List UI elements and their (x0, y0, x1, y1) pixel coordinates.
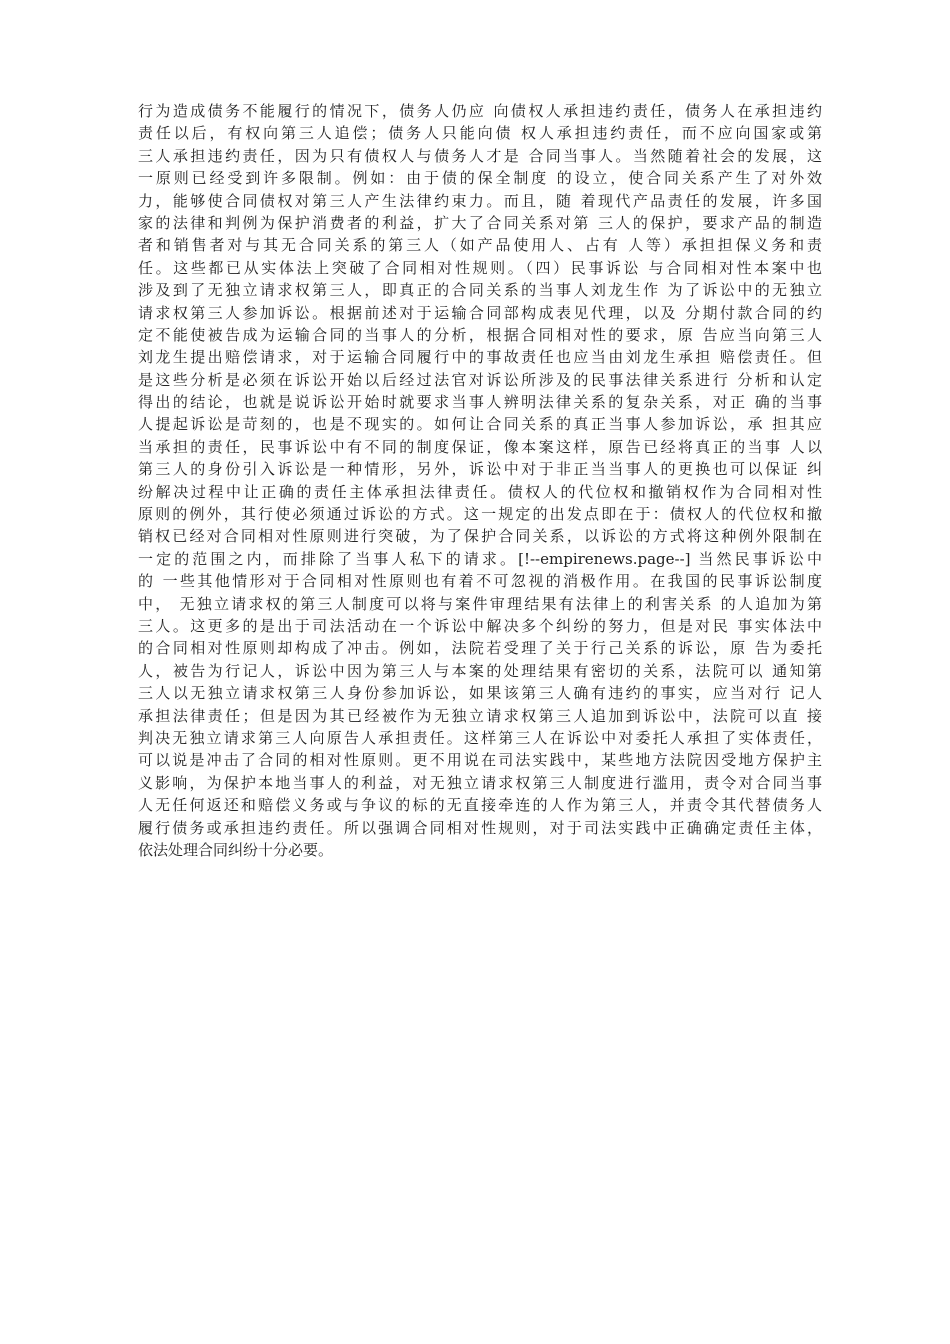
text-line: 三人。这更多的是出于司法活动在一个诉讼中解决多个纠纷的努力，但是对民 事实体法中 (138, 616, 822, 635)
text-line: 可以说是冲击了合同的相对性原则。更不用说在司法实践中，某些地方法院因受地方保护主 (138, 751, 822, 770)
text-line: 家的法律和判例为保护消费者的利益，扩大了合同关系对第 三人的保护，要求产品的制造 (138, 213, 822, 232)
body-paragraph (138, 100, 822, 861)
text-line: 三人以无独立请求权第三人身份参加诉讼，如果该第三人确有违约的事实，应当对行 记人 (138, 684, 822, 703)
text-line: 人无任何返还和赔偿义务或与争议的标的无直接牵连的人作为第三人，并责令其代替债务人 (138, 796, 822, 815)
text-line: 责任以后，有权向第三人追偿；债务人只能向债 权人承担违约责任，而不应向国家或第 (138, 124, 822, 143)
text-line: 力，能够使合同债权对第三人产生法律约束力。而且，随 着现代产品责任的发展，许多国 (138, 191, 822, 210)
text-line: 中， 无独立请求权的第三人制度可以将与案件审理结果有法律上的利害关系 的人追加为第 (138, 594, 822, 613)
text-line: 得出的结论，也就是说诉讼开始时就要求当事人辨明法律关系的复杂关系，对正 确的当事 (138, 393, 822, 412)
text-line: 纷解决过程中让正确的责任主体承担法律责任。债权人的代位权和撤销权作为合同相对性 (138, 482, 822, 501)
text-line: 依法处理合同纠纷十分必要。 (138, 840, 334, 859)
text-line: 的合同相对性原则却构成了冲击。例如，法院若受理了关于行己关系的诉讼，原 告为委托 (138, 639, 822, 658)
text-line: 承担法律责任；但是因为其已经被作为无独立请求权第三人追加到诉讼中，法院可以直 接 (138, 706, 822, 725)
text-line: 任。这些都已从实体法上突破了合同相对性规则。（四）民事诉讼 与合同相对性本案中也 (138, 258, 822, 277)
text-line: 是这些分析是必须在诉讼开始以后经过法官对诉讼所涉及的民事法律关系进行 分析和认定 (138, 370, 822, 389)
text-line: 涉及到了无独立请求权第三人，即真正的合同关系的当事人刘龙生作 为了诉讼中的无独立 (138, 281, 822, 300)
text-line: 原则的例外，其行使必须通过诉讼的方式。这一规定的出发点即在于：债权人的代位权和撤 (138, 505, 822, 524)
text-line: 人，被告为行记人，诉讼中因为第三人与本案的处理结果有密切的关系，法院可以 通知第 (138, 661, 822, 680)
text-line: 请求权第三人参加诉讼。根据前述对于运输合同部构成表见代理，以及 分期付款合同的约 (138, 303, 822, 322)
text-line: 刘龙生提出赔偿请求，对于运输合同履行中的事故责任也应当由刘龙生承担 赔偿责任。但 (138, 348, 822, 367)
text-line: 履行债务或承担违约责任。所以强调合同相对性规则，对于司法实践中正确确定责任主体， (138, 818, 822, 837)
text-line: 第三人的身份引入诉讼是一种情形，另外，诉讼中对于非正当当事人的更换也可以保证 纠 (138, 460, 822, 479)
text-line: 一原则已经受到许多限制。例如：由于债的保全制度 的设立，使合同关系产生了对外效 (138, 169, 822, 188)
text-line: 义影响，为保护本地当事人的利益，对无独立请求权第三人制度进行滥用，责令对合同当事 (138, 773, 822, 792)
text-line: 一定的范围之内，而排除了当事人私下的请求。[!--empirenews.page--] 当然民事诉讼中 (138, 549, 822, 568)
text-line: 三人承担违约责任，因为只有债权人与债务人才是 合同当事人。当然随着社会的发展，这 (138, 146, 822, 165)
text-line: 判决无独立请求第三人向原告人承担责任。这样第三人在诉讼中对委托人承担了实体责任， (138, 728, 822, 747)
text-line: 行为造成债务不能履行的情况下，债务人仍应 向债权人承担违约责任，债务人在承担违约 (138, 102, 822, 120)
text-line: 者和销售者对与其无合同关系的第三人（如产品使用人、占有 人等）承担担保义务和责 (138, 236, 822, 255)
text-line: 的 一些其他情形对于合同相对性原则也有着不可忽视的消极作用。在我国的民事诉讼制度 (138, 572, 822, 591)
text-line: 销权已经对合同相对性原则进行突破，为了保护合同关系，以诉讼的方式将这种例外限制在 (138, 527, 822, 546)
text-line: 定不能使被告成为运输合同的当事人的分析，根据合同相对性的要求，原 告应当向第三人 (138, 325, 822, 344)
text-line: 当承担的责任，民事诉讼中有不同的制度保证，像本案这样，原告已经将真正的当事 人以 (138, 437, 822, 456)
text-line: 人提起诉讼是苛刻的，也是不现实的。如何让合同关系的真正当事人参加诉讼，承 担其应 (138, 415, 822, 434)
